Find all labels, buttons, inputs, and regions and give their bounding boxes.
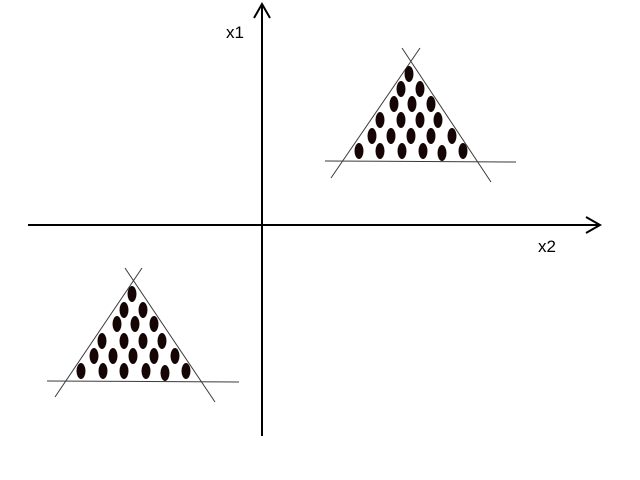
data-point	[109, 348, 118, 364]
data-point	[99, 363, 108, 379]
data-point	[128, 286, 137, 302]
data-point	[113, 316, 122, 332]
data-point	[171, 348, 180, 364]
data-point	[427, 96, 436, 112]
data-point	[158, 333, 167, 349]
data-point	[129, 348, 138, 364]
data-point	[438, 145, 447, 161]
data-point	[448, 128, 457, 144]
data-point	[416, 112, 425, 128]
axes	[28, 4, 600, 436]
data-point	[77, 363, 86, 379]
data-point	[376, 143, 385, 159]
data-point	[120, 333, 129, 349]
data-point	[434, 112, 443, 128]
data-point	[376, 112, 385, 128]
x1-axis-label: x1	[226, 23, 244, 42]
data-point	[398, 143, 407, 159]
top-right-base	[325, 161, 516, 162]
data-point	[387, 128, 396, 144]
data-point	[150, 316, 159, 332]
x2-axis-label: x2	[538, 237, 556, 256]
data-point	[397, 81, 406, 97]
bottom-left-base	[47, 381, 239, 382]
data-point	[139, 302, 148, 318]
data-point	[397, 112, 406, 128]
data-point	[120, 302, 129, 318]
data-point	[90, 348, 99, 364]
data-point	[182, 363, 191, 379]
data-point	[416, 81, 425, 97]
data-point	[407, 128, 416, 144]
top-right-cluster	[355, 66, 468, 161]
data-point	[150, 348, 159, 364]
data-point	[390, 96, 399, 112]
data-point	[142, 363, 151, 379]
data-point	[368, 128, 377, 144]
data-point	[419, 143, 428, 159]
data-point	[161, 365, 170, 381]
data-point	[120, 363, 129, 379]
data-point	[98, 333, 107, 349]
data-point	[427, 128, 436, 144]
data-point	[408, 96, 417, 112]
bottom-left-cluster	[77, 286, 191, 381]
data-point	[139, 333, 148, 349]
bottom-left-left-edge	[55, 268, 142, 397]
data-point	[459, 143, 468, 159]
data-point	[405, 66, 414, 82]
data-point	[131, 316, 140, 332]
data-point	[355, 143, 364, 159]
